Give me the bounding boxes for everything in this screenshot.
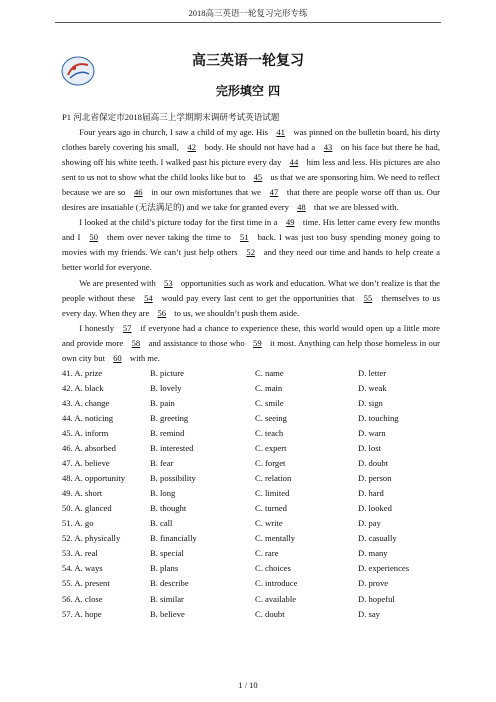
option-row	[62, 381, 440, 396]
passage-text: and assistance to those who	[146, 337, 248, 348]
blank-number: 43	[323, 142, 333, 153]
blank-number: 47	[269, 187, 279, 198]
passage-text: if everyone had a chance to experience these, this world would open up a little more and provide more	[62, 322, 441, 348]
option-cell: D. sign	[358, 397, 383, 408]
option-cell: B. describe	[150, 578, 189, 589]
blank-number: 56	[157, 307, 167, 318]
section-subtitle: 完形填空 四	[215, 84, 281, 98]
passage-text: them over never taking the time to	[103, 232, 234, 243]
option-cell: D. experiences	[358, 563, 410, 574]
options-table	[62, 366, 440, 622]
passage-text: on his face but there he had, showing off his white teeth. I walked past his picture every day	[62, 142, 440, 168]
blank-number: 48	[297, 202, 306, 213]
option-row	[62, 396, 440, 411]
option-cell: C. smile	[255, 397, 284, 408]
option-cell: 52. A. physically	[62, 533, 121, 544]
passage-text: opportunities such as work and education. What we don’t realize is that the people without these	[62, 277, 440, 303]
blank-number: 49	[285, 217, 295, 228]
blank-number: 57	[122, 322, 132, 333]
option-cell: D. touching	[358, 412, 399, 423]
blank-number: 60	[113, 352, 122, 363]
option-cell: C. choices	[255, 563, 291, 574]
passage-text: themselves to us every day. When they are	[62, 292, 440, 318]
option-cell: D. pay	[358, 518, 381, 529]
option-cell: D. warn	[358, 427, 386, 438]
source-line: P1 河北省保定市2018届高三上学期期末调研考试英语试题	[62, 112, 280, 122]
option-cell: B. pain	[150, 397, 175, 408]
option-cell: 43. A. change	[62, 397, 110, 408]
passage-text: that we are blessed with.	[311, 202, 399, 213]
passage-text: would pay every last cent to get the opportunities that	[158, 292, 358, 303]
option-cell: 44. A. noticing	[62, 412, 114, 423]
blank-number: 51	[239, 232, 249, 243]
passage-paragraph	[62, 276, 440, 321]
option-row	[62, 531, 440, 546]
blank-number: 46	[134, 187, 143, 198]
option-cell: 56. A. close	[62, 593, 103, 604]
option-cell: 51. A. go	[62, 518, 94, 529]
blank-number: 52	[246, 247, 256, 258]
option-cell: C. introduce	[255, 578, 298, 589]
passage-text: it most. Anything can help those homeless in our own city but	[62, 337, 440, 363]
passage-paragraph	[62, 215, 440, 275]
passage-text: and they need our time and hands to help create a better world for everyone.	[62, 247, 440, 273]
passage-text: in our own misfortunes that we	[148, 187, 264, 198]
option-cell: C. turned	[255, 503, 287, 514]
option-cell: D. casually	[358, 533, 397, 544]
option-cell: B. plans	[150, 563, 179, 574]
document-body	[62, 110, 440, 622]
option-row	[62, 471, 440, 486]
option-row	[62, 576, 440, 591]
option-cell: B. possibility	[150, 473, 196, 484]
blank-number: 42	[187, 142, 197, 153]
blank-number: 59	[253, 337, 262, 348]
option-cell: C. available	[255, 593, 297, 604]
option-cell: 53. A. real	[62, 548, 98, 559]
passage-text: that there are people worse off than us. Our desires are insatiable (无法满足的) and we take for granted every	[62, 187, 440, 213]
option-row	[62, 486, 440, 501]
blank-number: 54	[144, 292, 153, 303]
passage-paragraph	[62, 321, 440, 366]
option-cell: C. forget	[255, 458, 286, 469]
passage-text: us that we are sponsoring him. We need to reflect because we are so	[62, 172, 440, 198]
option-row	[62, 441, 440, 456]
option-cell: D. letter	[358, 367, 387, 378]
option-cell: D. many	[358, 548, 388, 559]
option-cell: C. doubt	[255, 608, 285, 619]
option-row	[62, 516, 440, 531]
blank-number: 44	[289, 157, 299, 168]
header-rule	[55, 22, 441, 23]
passage-text: was pinned on the bulletin board, his dirty clothes barely covering his small,	[62, 127, 441, 153]
option-cell: D. looked	[358, 503, 392, 514]
option-row	[62, 501, 440, 516]
option-cell: D. weak	[358, 382, 387, 393]
option-cell: 50. A. glanced	[62, 503, 112, 514]
passage-text: I honestly	[79, 322, 117, 333]
option-cell: B. special	[150, 548, 184, 559]
option-cell: B. long	[150, 488, 176, 499]
passage-text: I looked at the child’s picture today for the first time in a	[79, 217, 280, 228]
option-cell: D. prove	[358, 578, 389, 589]
option-cell: B. picture	[150, 367, 184, 378]
option-cell: D. hard	[358, 488, 384, 499]
option-cell: C. write	[255, 518, 283, 529]
blank-number: 50	[89, 232, 98, 243]
option-cell: B. remind	[150, 427, 185, 438]
option-row	[62, 592, 440, 607]
blank-number: 41	[276, 127, 285, 138]
option-cell: C. name	[255, 367, 284, 378]
option-cell: B. greeting	[150, 412, 189, 423]
option-cell: 49. A. short	[62, 488, 103, 499]
option-row	[62, 546, 440, 561]
passage-text: with me.	[127, 352, 160, 363]
passage-paragraph	[62, 125, 440, 215]
option-cell: 55. A. present	[62, 578, 110, 589]
option-cell: B. call	[150, 518, 173, 529]
passage-text: him less and less. His pictures are also sent to us not to show what the child looks like but to	[62, 157, 440, 183]
page-header: 2018高三英语一轮复习完形专练	[188, 8, 308, 18]
option-cell: 54. A. ways	[62, 563, 103, 574]
option-cell: C. relation	[255, 473, 292, 484]
option-cell: C. limited	[255, 488, 290, 499]
option-cell: B. believe	[150, 608, 185, 619]
option-cell: D. hopeful	[358, 593, 395, 604]
option-cell: B. lovely	[150, 382, 182, 393]
option-row	[62, 607, 440, 622]
blank-number: 55	[363, 292, 373, 303]
option-cell: D. lost	[358, 443, 381, 454]
option-cell: C. seeing	[255, 412, 287, 423]
option-row	[62, 426, 440, 441]
page-title: 高三英语一轮复习	[192, 53, 304, 69]
passage	[62, 125, 440, 366]
option-cell: B. similar	[150, 593, 184, 604]
option-cell: B. financially	[150, 533, 197, 544]
option-cell: B. interested	[150, 443, 194, 454]
option-cell: B. fear	[150, 458, 174, 469]
option-cell: C. mentally	[255, 533, 296, 544]
passage-text: to us, we shouldn’t push them aside.	[172, 307, 300, 318]
option-cell: 42. A. black	[62, 382, 104, 393]
option-cell: C. teach	[255, 427, 284, 438]
option-row	[62, 561, 440, 576]
option-cell: D. say	[358, 608, 380, 619]
option-cell: 41. A. prize	[62, 367, 103, 378]
option-cell: D. person	[358, 473, 392, 484]
blank-number: 45	[253, 172, 263, 183]
passage-text: back. I was just too busy spending money going to movies with my friends. We can’t just help others	[62, 232, 440, 258]
option-cell: 57. A. hope	[62, 608, 102, 619]
option-row	[62, 366, 440, 381]
option-cell: D. doubt	[358, 458, 389, 469]
blank-number: 58	[131, 337, 141, 348]
option-cell: 46. A. absorbed	[62, 443, 116, 454]
option-row	[62, 411, 440, 426]
page-number: 1 / 10	[238, 680, 258, 690]
option-row	[62, 456, 440, 471]
option-cell: C. rare	[255, 548, 279, 559]
passage-text: body. He should not have had a	[202, 142, 318, 153]
passage-text: Four years ago in church, I saw a child of my age. His	[79, 127, 271, 138]
passage-text: We are presented with	[79, 277, 159, 288]
option-cell: 48. A. opportunity	[62, 473, 126, 484]
option-cell: C. expert	[255, 443, 287, 454]
option-cell: B. thought	[150, 503, 187, 514]
option-cell: C. main	[255, 382, 283, 393]
option-cell: 47. A. believe	[62, 458, 110, 469]
option-cell: 45. A. inform	[62, 427, 109, 438]
blank-number: 53	[164, 277, 173, 288]
passage-text: time. His letter came every few months and I	[62, 217, 440, 243]
